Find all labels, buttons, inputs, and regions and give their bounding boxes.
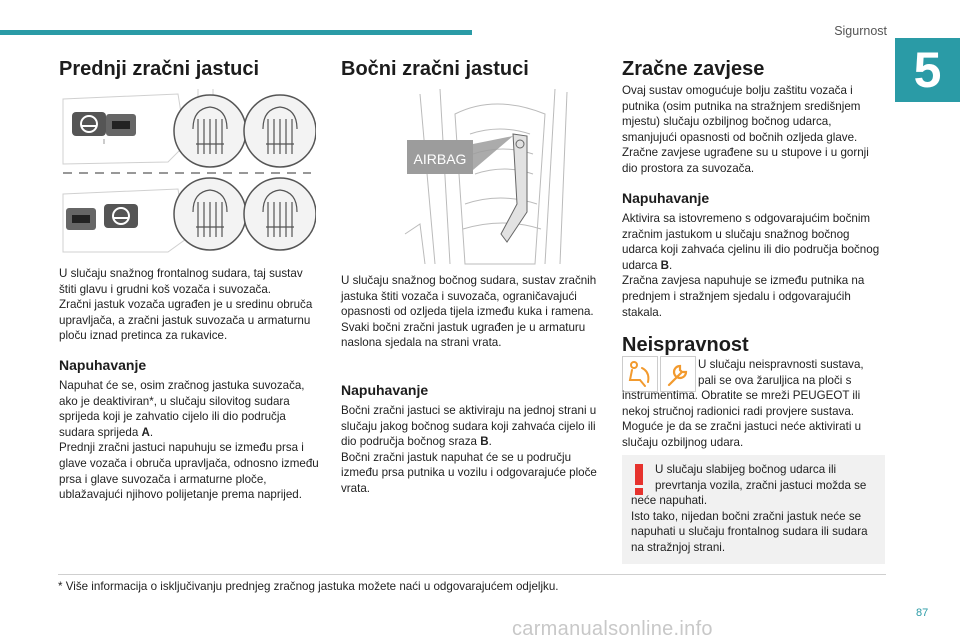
airbag-label: AIRBAG xyxy=(413,151,467,167)
fault-text: instrumentima. Obratite se mreži PEUGEOT ili nekoj stručnoj radionici radi provjere sustava. Moguće je da se zračni jastuci neće aktivirati u slučaju ozbiljnog udara. xyxy=(622,389,862,449)
side-activation-text: Bočni zračni jastuci se aktiviraju na jednoj strani u slučaju jakog bočnog sudara koji zahvaća cijelo ili dio područja bočnog sraza B. Bočni zračni jastuk napuhat će se u području između prsa putnika u vozilu i odgovarajuće ploče vrata. xyxy=(341,404,597,495)
fault-text-lead: U slučaju neispravnosti sustava, pali se ova žaruljica na ploči s xyxy=(698,358,864,387)
side-airbags-intro: U slučaju snažnog bočnog sudara, sustav zračnih jastuka štiti vozača i suvozača, ograničavajući opasnosti od ozljeda tijela između kuka i ramena. Svaki bočni zračni jastuk ugrađen je u armaturu naslona sjedala na strani vrata. xyxy=(341,274,597,350)
chapter-number-tab: 5 xyxy=(895,38,960,102)
footnote: * Više informacija o isključivanju prednjeg zračnog jastuka možete naći u odgovarajućem odjeljku. xyxy=(58,580,559,593)
front-airbags-illustration xyxy=(58,84,316,254)
warning-text-lead: U slučaju slabijeg bočnog udarca ili prevrtanja vozila, zračni jastuci možda se xyxy=(655,463,867,492)
front-activation-title: Napuhavanje xyxy=(59,357,147,373)
footnote-divider xyxy=(58,574,886,575)
top-accent-bar xyxy=(0,30,472,35)
curtain-activation-title: Napuhavanje xyxy=(622,190,710,206)
watermark: carmanualsonline.info xyxy=(512,618,713,640)
curtain-activation-text: Aktivira sa istovremeno s odgovarajućim bočnim zračnim jastukom u slučaju snažnog bočnog udarca koji zahvaća cjelinu ili dio područja bočnog udarca B. Zračna zavjesa napuhuje se između putnika na prednjem i stražnjem sjedalu i odgovarajućih stakala. xyxy=(622,212,880,319)
front-activation-text: Napuhat će se, osim zračnog jastuka suvozača, ako je deaktiviran*, u slučaju silovitog sudara sprijeda koji je zahvatio cijelo ili dio područja sudara sprijeda A. Prednji zračni jastuci napuhuju se između prsa i glave vozača i obruča upravljača, odnosno između prsa i glave suvozača i armaturne ploče, ublažavajući njihovo polijetanje prema naprijed. xyxy=(59,379,319,502)
occupant-airbag-icon xyxy=(174,95,316,167)
curtain-airbags-title: Zračne zavjese xyxy=(622,58,765,80)
side-airbags-title: Bočni zračni jastuci xyxy=(341,58,529,80)
warning-text: neće napuhati. Isto tako, nijedan bočni zračni jastuk neće se napuhati u slučaju frontalnog sudara ili sudara na stražnjoj strani. xyxy=(631,494,868,554)
front-airbags-intro: U slučaju snažnog frontalnog sudara, taj sustav štiti glavu i grudni koš vozača i suvozača. Zračni jastuk vozača ugrađen je u sredinu obruča upravljača, a zračni jastuk suvozača u armaturnu ploču iznad pretinca za rukavice. xyxy=(59,267,313,343)
curtain-airbags-intro: Ovaj sustav omogućuje bolju zaštitu vozača i putnika (osim putnika na stražnjem središnjem mjestu) slučaju ozbiljnog bočnog udarca, smanjujući opasnosti od bočnih ozljeda glave. Zračne zavjese ugrađene su u stupove i u gornji dio prostora za suvozača. xyxy=(622,84,869,175)
side-activation-title: Napuhavanje xyxy=(341,382,429,398)
side-airbag-seat-illustration xyxy=(395,84,577,268)
wrench-icon xyxy=(660,356,696,392)
front-airbags-title: Prednji zračni jastuci xyxy=(59,58,260,80)
fault-title: Neispravnost xyxy=(622,334,749,356)
page-number: 87 xyxy=(916,607,929,619)
section-title: Sigurnost xyxy=(834,24,887,38)
warning-exclamation-icon xyxy=(631,461,647,497)
airbag-fault-icon xyxy=(622,356,658,392)
steering-wheel-icon xyxy=(72,112,106,136)
